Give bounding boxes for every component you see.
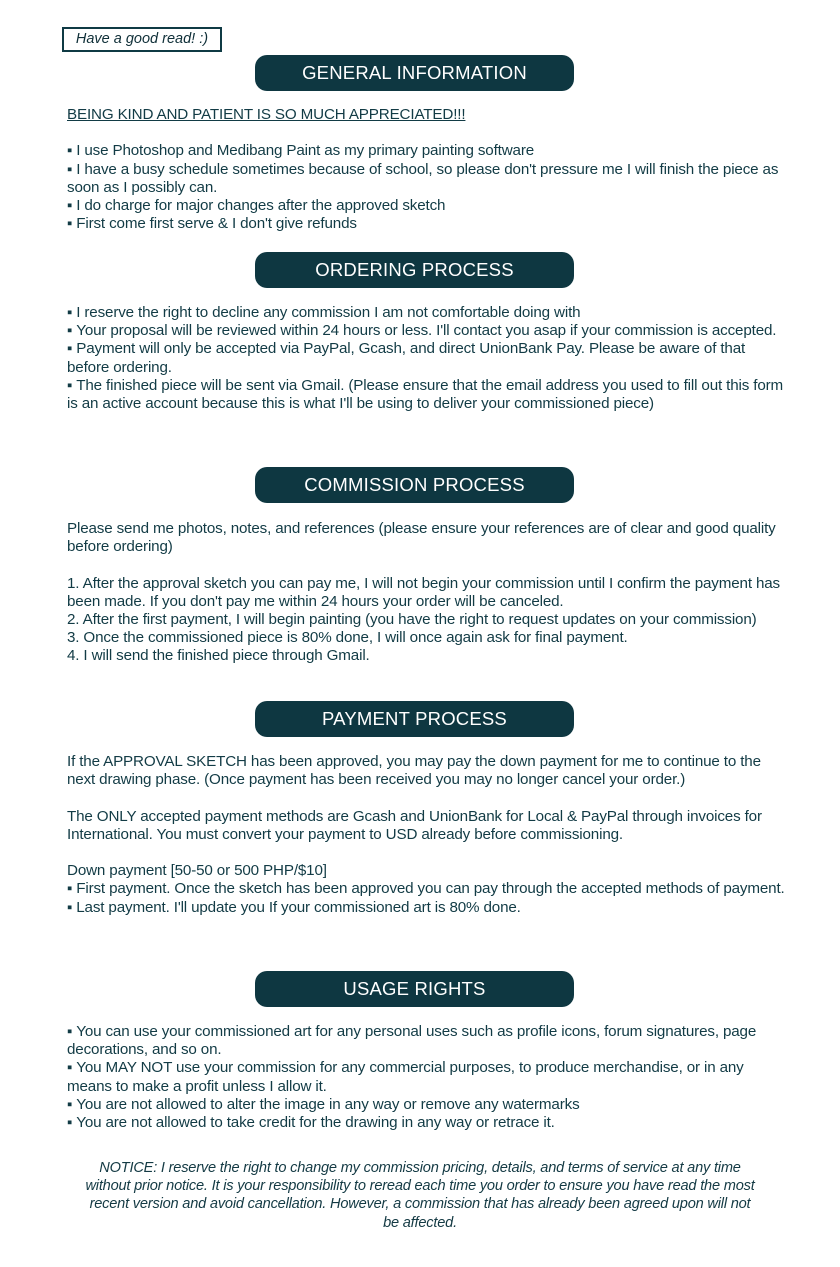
- list-item: ▪ You can use your commissioned art for any personal uses such as profile icons, forum signatures, page decorations, and so on.: [67, 1023, 787, 1059]
- list-item: ▪ Your proposal will be reviewed within 24 hours or less. I'll contact you asap if your commission is accepted.: [67, 322, 787, 340]
- list-item: ▪ You are not allowed to take credit for the drawing in any way or retrace it.: [67, 1114, 787, 1132]
- general-subtitle: BEING KIND AND PATIENT IS SO MUCH APPRECIATED!!!: [67, 106, 466, 123]
- list-item: ▪ I use Photoshop and Medibang Paint as my primary painting software: [67, 142, 787, 160]
- list-item: ▪ Payment will only be accepted via PayPal, Gcash, and direct UnionBank Pay. Please be aware of that before ordering.: [67, 340, 787, 376]
- have-a-good-read-tag: Have a good read! :): [62, 27, 222, 52]
- list-item: ▪ The finished piece will be sent via Gmail. (Please ensure that the email address you used to fill out this form is an active account because this is what I'll be using to deliver your commissioned piece): [67, 377, 787, 413]
- section-body-payment: [67, 753, 787, 917]
- section-header-payment: PAYMENT PROCESS: [255, 701, 574, 737]
- section-body-ordering: [67, 304, 787, 413]
- list-item: ▪ I reserve the right to decline any commission I am not comfortable doing with: [67, 304, 787, 322]
- list-item: ▪ First come first serve & I don't give refunds: [67, 215, 787, 233]
- list-item: ▪ I do charge for major changes after the approved sketch: [67, 197, 787, 215]
- section-body-general: [67, 106, 787, 233]
- section-header-general: GENERAL INFORMATION: [255, 55, 574, 91]
- commission-step: 4. I will send the finished piece through Gmail.: [67, 647, 370, 665]
- section-header-commission: COMMISSION PROCESS: [255, 467, 574, 503]
- section-header-ordering: ORDERING PROCESS: [255, 252, 574, 288]
- section-body-commission: [67, 520, 787, 666]
- section-body-usage: [67, 1023, 787, 1132]
- payment-paragraph: If the APPROVAL SKETCH has been approved, you may pay the down payment for me to continue to the next drawing phase. (Once payment has been received you may no longer cancel your order.): [67, 753, 761, 789]
- down-payment-label: Down payment [50-50 or 500 PHP/$10]: [67, 862, 327, 880]
- section-header-usage: USAGE RIGHTS: [255, 971, 574, 1007]
- commission-step: 1. After the approval sketch you can pay me, I will not begin your commission until I confirm the payment has been made. If you don't pay me within 24 hours your order will be canceled.: [67, 574, 781, 610]
- list-item: ▪ Last payment. I'll update you If your commissioned art is 80% done.: [67, 899, 787, 917]
- payment-paragraph: The ONLY accepted payment methods are Gcash and UnionBank for Local & PayPal through invoices for International. You must convert your payment to USD already before commissioning.: [67, 807, 762, 843]
- commission-step: 2. After the first payment, I will begin painting (you have the right to request updates on your commission): [67, 611, 757, 628]
- commission-intro: Please send me photos, notes, and references (please ensure your references are of clear and good quality before ordering): [67, 520, 776, 556]
- commission-step: 3. Once the commissioned piece is 80% done, I will once again ask for final payment.: [67, 629, 628, 647]
- list-item: ▪ You are not allowed to alter the image in any way or remove any watermarks: [67, 1096, 787, 1114]
- notice-text: NOTICE: I reserve the right to change my commission pricing, details, and terms of service at any time without prior notice. It is your responsibility to reread each time you order to ensure you have read the most recent version and avoid cancellation. However, a commission that has already been agreed upon will not be affected.: [85, 1160, 755, 1231]
- list-item: ▪ I have a busy schedule sometimes because of school, so please don't pressure me I will finish the piece as soon as I possibly can.: [67, 161, 787, 197]
- list-item: ▪ First payment. Once the sketch has been approved you can pay through the accepted methods of payment.: [67, 880, 787, 898]
- list-item: ▪ You MAY NOT use your commission for any commercial purposes, to produce merchandise, or in any means to make a profit unless I allow it.: [67, 1059, 787, 1095]
